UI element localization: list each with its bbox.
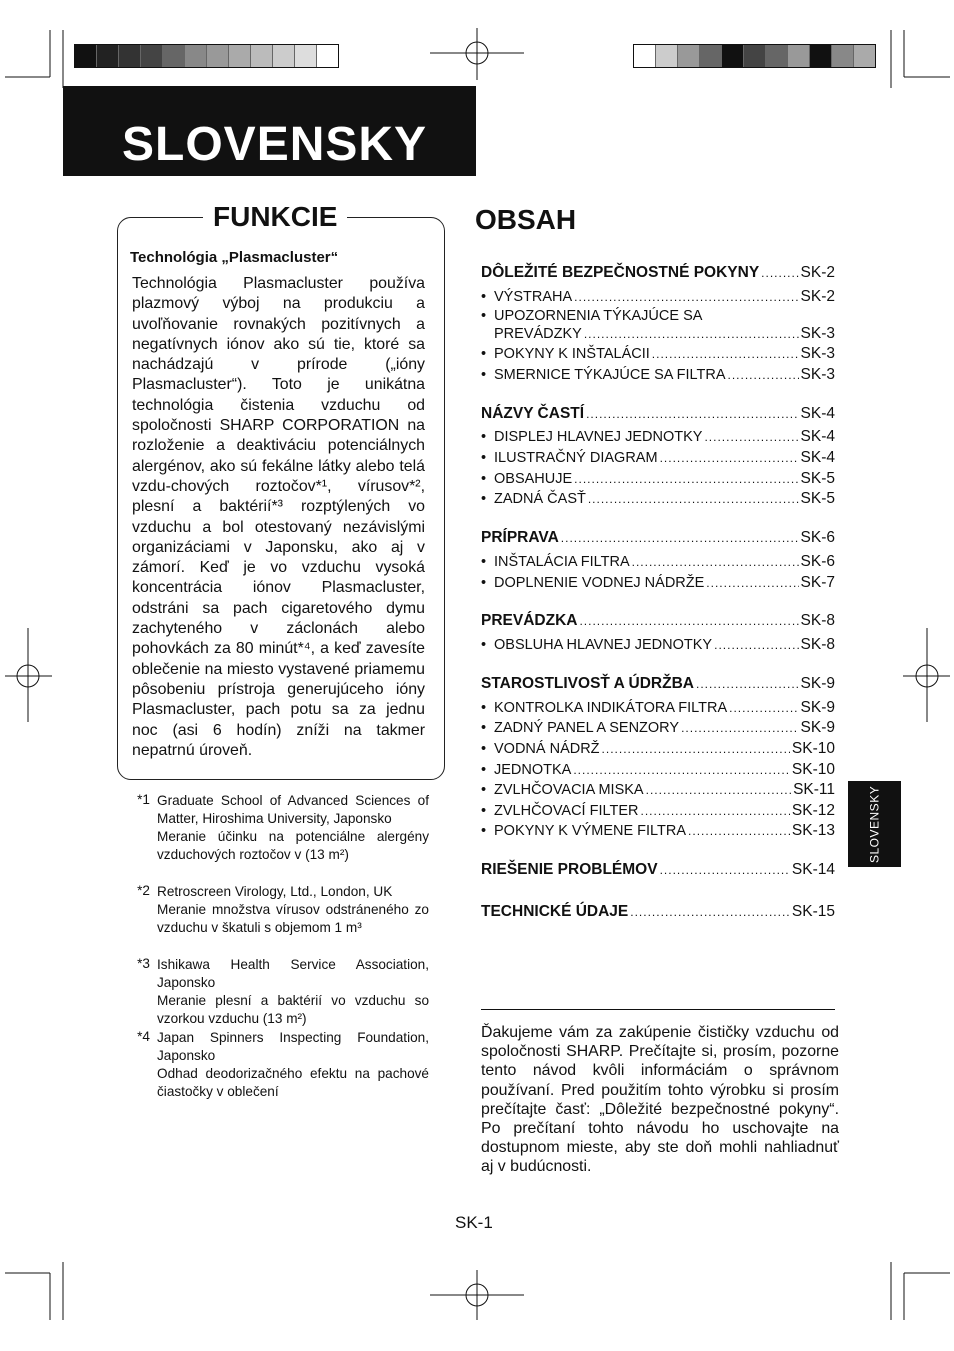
toc-item: [481, 636, 835, 654]
footnote-note: Meranie účinku na potenciálne alergény vzduchových roztočov v (13 m²): [157, 829, 429, 862]
toc-page: SK-4: [800, 449, 835, 466]
toc-label: • UPOZORNENIA TÝKAJÚCE SA: [481, 308, 703, 324]
grayscale-bar-right: [633, 44, 876, 68]
footnote-mark: *1: [137, 792, 150, 807]
toc-label: • ILUSTRAČNÝ DIAGRAM: [481, 450, 658, 466]
bullet-icon: •: [481, 491, 487, 507]
toc-leader: [761, 266, 798, 280]
bullet-icon: •: [481, 741, 487, 757]
toc-item: [481, 470, 835, 488]
bullet-icon: •: [481, 289, 487, 305]
toc-leader: [706, 576, 798, 590]
toc-leader: [696, 677, 799, 691]
bullet-icon: •: [481, 450, 487, 466]
toc-item: [481, 449, 835, 467]
footnote-text: [157, 792, 429, 864]
toc-label: • ZVLHČOVACIA MISKA: [481, 782, 644, 798]
toc-section: [481, 861, 835, 879]
toc-leader: [574, 290, 798, 304]
footnote-note: Meranie množstva vírusov odstráneného zo vzduchu v škatuli s objemom 1 m³: [157, 902, 429, 935]
page-title: SLOVENSKY: [122, 118, 428, 171]
toc-label: NÁZVY ČASTÍ: [481, 405, 585, 422]
toc-page: SK-4: [800, 405, 835, 422]
toc-leader: [574, 472, 798, 486]
toc-section: [481, 529, 835, 547]
bullet-icon: •: [481, 308, 487, 324]
toc-label: • POKYNY K VÝMENE FILTRA: [481, 823, 687, 839]
toc-section: [481, 405, 835, 423]
bullet-icon: •: [481, 803, 487, 819]
toc-item: [481, 288, 835, 306]
funkcie-body: Technológia Plasmacluster používa plazmový výboj na produkciu a uvoľňovanie rovnakých pozitívnych a negatívnych iónov ako sú tie, ktoré sa nachádzajú v prírode („ióny Plasmacluster“). Toto je unikátna technológia čistenia vzduchu od spoločnosti SHARP CORPORATION na rozloženie a deaktiváciu potenciálnych alergénov, ako sú fekálne látky alebo telá vzdu-chových roztočov*¹, vírusov*², plesní a baktérií*³ rozptýlených vo vzduchu a bol otestovaný nezávislými organizáciami v Japonsku, ako aj v zámorí. Keď je vo vzduchu vysoká koncentrácia iónov Plasmacluster, odstráni sa pach cigaretového dymu zachyteného v záclonách alebo pohovkách za 80 minút*⁴, a keď zavesíte oblečenie na miesto vystavené priamemu pôsobeniu prístroja generujúceho ióny Plasmacluster, pach potu sa za jednu noc (asi 6 hodín) zníži na takmer nepatrnú úroveň.: [132, 275, 425, 759]
toc-item: [481, 490, 835, 508]
toc-page: SK-8: [800, 612, 835, 629]
toc-page: SK-3: [800, 366, 835, 383]
footnote-text: [157, 956, 429, 1028]
toc-page: SK-2: [800, 288, 835, 305]
footnote-source: Graduate School of Advanced Sciences of Matter, Hiroshima University, Japonsko: [157, 793, 429, 826]
toc-leader: [640, 804, 789, 818]
toc-page: SK-6: [800, 529, 835, 546]
toc-leader: [586, 407, 798, 421]
toc-page: SK-15: [791, 903, 835, 920]
toc-item: [481, 740, 835, 758]
toc-section: [481, 903, 835, 921]
toc-page: SK-14: [791, 861, 835, 878]
toc-leader: [652, 347, 799, 361]
toc-label: • ZADNÝ PANEL A SENZORY: [481, 720, 680, 736]
toc-leader: [561, 531, 799, 545]
obsah-heading: OBSAH: [475, 204, 577, 235]
toc-leader: [588, 492, 799, 506]
bullet-icon: •: [481, 720, 487, 736]
toc-section: [481, 675, 835, 693]
toc-page: SK-4: [800, 428, 835, 445]
toc-leader: [602, 742, 790, 756]
toc-label: • DOPLNENIE VODNEJ NÁDRŽE: [481, 575, 705, 591]
footnote-note: Meranie plesní a baktérií vo vzduchu so vzorkou vzduchu (13 m²): [157, 993, 429, 1026]
toc-item: [481, 308, 835, 324]
footnote-text: [157, 1029, 429, 1101]
grayscale-bar-left: [74, 44, 339, 68]
bullet-icon: •: [481, 367, 487, 383]
toc-item: [481, 719, 835, 737]
funkcie-heading: FUNKCIE: [203, 201, 347, 233]
toc-item: [481, 325, 835, 343]
toc-leader: [573, 763, 790, 777]
toc-page: SK-9: [800, 719, 835, 736]
toc-label: • ZADNÁ ČASŤ: [481, 491, 586, 507]
footnote-source: Ishikawa Health Service Association, Japonsko: [157, 957, 429, 990]
bullet-icon: •: [481, 471, 487, 487]
toc-item: [481, 574, 835, 592]
toc-item: [481, 781, 835, 799]
footnote-source: Japan Spinners Inspecting Foundation, Japonsko: [157, 1030, 429, 1063]
bullet-icon: •: [481, 700, 487, 716]
toc-label: • INŠTALÁCIA FILTRA: [481, 554, 630, 570]
thank-you-text: Ďakujeme vám za zakúpenie čističky vzduchu od spoločnosti SHARP. Prečítajte si, prosím, pozorne tento návod kvôli informáciám o správnom používaní. Pred použitím tohto výrobku si prosím prečítajte časť: „Dôležité bezpečnostné pokyny“. Po prečítaní tohto návodu ho uschovajte na dostupnom mieste, aby ste doň mohli nahliadnuť aj v budúcnosti.: [481, 1024, 839, 1176]
toc-label: PREVÁDZKA: [481, 612, 578, 629]
toc-section: [481, 264, 835, 282]
footnote-source: Retroscreen Virology, Ltd., London, UK: [157, 884, 393, 899]
bullet-icon: •: [481, 762, 487, 778]
bullet-icon: •: [481, 823, 487, 839]
toc-page: SK-3: [800, 345, 835, 362]
toc-label: STAROSTLIVOSŤ A ÚDRŽBA: [481, 675, 694, 692]
toc-page: SK-6: [800, 553, 835, 570]
toc-leader: [646, 783, 791, 797]
bullet-icon: •: [481, 637, 487, 653]
divider: [481, 1009, 835, 1010]
toc-page: SK-13: [791, 822, 835, 839]
toc-page: SK-5: [800, 490, 835, 507]
bullet-icon: •: [481, 346, 487, 362]
footnote-note: Odhad deodorizačného efektu na pachové čiastočky v oblečení: [157, 1066, 429, 1099]
toc-item: [481, 822, 835, 840]
toc-item: [481, 553, 835, 571]
footnote-text: [157, 883, 429, 937]
toc-label: PRÍPRAVA: [481, 529, 559, 546]
toc-page: SK-12: [791, 802, 835, 819]
toc-item: [481, 802, 835, 820]
toc-leader: [660, 451, 799, 465]
toc-page: SK-2: [800, 264, 835, 281]
toc-label: • POKYNY K INŠTALÁCII: [481, 346, 650, 362]
bullet-icon: •: [481, 554, 487, 570]
toc-label: • DISPLEJ HLAVNEJ JEDNOTKY: [481, 429, 703, 445]
toc-label: • VÝSTRAHA: [481, 289, 573, 305]
toc-label: • KONTROLKA INDIKÁTORA FILTRA: [481, 700, 728, 716]
toc-label: PREVÁDZKY: [494, 326, 582, 342]
footnote-mark: *2: [137, 883, 150, 898]
footnote-mark: *4: [137, 1029, 150, 1044]
toc-item: [481, 345, 835, 363]
toc-item: [481, 428, 835, 446]
toc-label: • OBSAHUJE: [481, 471, 573, 487]
bullet-icon: •: [481, 782, 487, 798]
toc-leader: [728, 368, 799, 382]
toc-leader: [660, 863, 790, 877]
toc-label: DÔLEŽITÉ BEZPEČNOSTNÉ POKYNY: [481, 264, 760, 281]
toc-leader: [714, 638, 798, 652]
toc-section: [481, 612, 835, 630]
plasmacluster-heading: Technológia „Plasmacluster“: [130, 249, 339, 266]
toc-label: • ZVLHČOVACÍ FILTER: [481, 803, 639, 819]
toc-page: SK-3: [800, 325, 835, 342]
toc-label: • JEDNOTKA: [481, 762, 572, 778]
toc-leader: [704, 430, 798, 444]
toc-leader: [729, 701, 798, 715]
toc-page: SK-7: [800, 574, 835, 591]
page-number: SK-1: [455, 1213, 493, 1232]
bullet-icon: •: [481, 429, 487, 445]
toc-page: SK-11: [793, 781, 835, 798]
toc-leader: [584, 327, 799, 341]
toc-item: [481, 761, 835, 779]
toc-label: • OBSLUHA HLAVNEJ JEDNOTKY: [481, 637, 713, 653]
bullet-icon: •: [481, 575, 487, 591]
toc-page: SK-10: [791, 740, 835, 757]
toc-leader: [681, 721, 798, 735]
toc-page: SK-10: [791, 761, 835, 778]
toc-page: SK-8: [800, 636, 835, 653]
toc-page: SK-9: [800, 699, 835, 716]
toc-label: • VODNÁ NÁDRŽ: [481, 741, 600, 757]
toc-item: [481, 366, 835, 384]
toc-item: [481, 699, 835, 717]
toc-leader: [632, 555, 799, 569]
toc-leader: [630, 905, 790, 919]
toc-label: • SMERNICE TÝKAJÚCE SA FILTRA: [481, 367, 726, 383]
toc-page: SK-9: [800, 675, 835, 692]
footnote-mark: *3: [137, 956, 150, 971]
toc-label: RIEŠENIE PROBLÉMOV: [481, 861, 658, 878]
toc-label: TECHNICKÉ ÚDAJE: [481, 903, 629, 920]
toc-leader: [579, 614, 798, 628]
language-tab-label: SLOVENSKY: [867, 785, 882, 863]
toc-page: SK-5: [800, 470, 835, 487]
toc-leader: [688, 824, 790, 838]
